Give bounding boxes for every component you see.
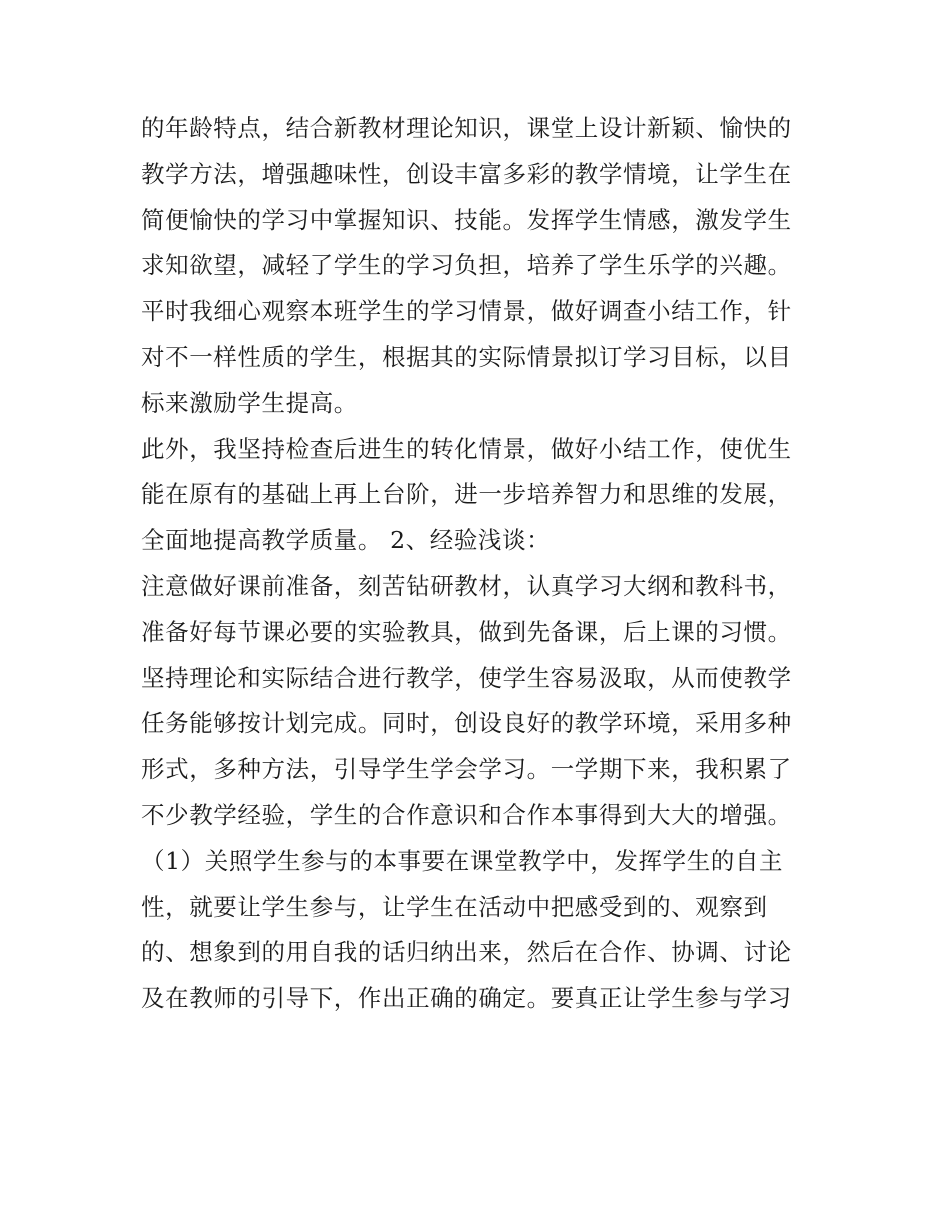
text-line: 求知欲望，减轻了学生的学习负担，培养了学生乐学的兴趣。 — [141, 251, 792, 280]
text-line: 的年龄特点，结合新教材理论知识，课堂上设计新颖、愉快的 — [141, 114, 792, 142]
text-line: 能在原有的基础上再上台阶，进一步培养智力和思维的发展， — [141, 480, 792, 509]
text-line: 形式，多种方法，引导学生学会学习。一学期下来，我积累了 — [141, 755, 792, 784]
text-line: （1）关照学生参与的本事要在课堂教学中，发挥学生的自主 — [141, 846, 784, 875]
text-line: 不少教学经验，学生的合作意识和合作本事得到大大的增强。 — [141, 800, 792, 829]
text-line: 标来激励学生提高。 — [141, 388, 358, 417]
text-line: 准备好每节课必要的实验教具，做到先备课，后上课的习惯。 — [141, 617, 792, 646]
text-line: 性，就要让学生参与，让学生在活动中把感受到的、观察到 — [141, 892, 768, 921]
text-line: 此外，我坚持检查后进生的转化情景，做好小结工作，使优生 — [141, 434, 792, 463]
text-line: 平时我细心观察本班学生的学习情景，做好调查小结工作，针 — [141, 297, 792, 326]
text-line: 全面地提高教学质量。 2、经验浅谈： — [141, 526, 551, 555]
text-line: 任务能够按计划完成。同时，创设良好的教学环境，采用多种 — [141, 709, 792, 738]
text-line: 简便愉快的学习中掌握知识、技能。发挥学生情感，激发学生 — [141, 205, 792, 234]
text-line: 注意做好课前准备，刻苦钻研教材，认真学习大纲和教科书， — [141, 571, 792, 600]
text-line: 坚持理论和实际结合进行教学，使学生容易汲取，从而使教学 — [141, 663, 792, 692]
text-line: 教学方法，增强趣味性，创设丰富多彩的教学情境，让学生在 — [141, 159, 792, 188]
text-line: 的、想象到的用自我的话归纳出来，然后在合作、协调、讨论 — [141, 938, 792, 967]
text-line: 对不一样性质的学生，根据其的实际情景拟订学习目标，以目 — [141, 342, 792, 371]
text-line: 及在教师的引导下，作出正确的确定。要真正让学生参与学习 — [141, 984, 792, 1013]
body-text — [141, 106, 821, 1022]
